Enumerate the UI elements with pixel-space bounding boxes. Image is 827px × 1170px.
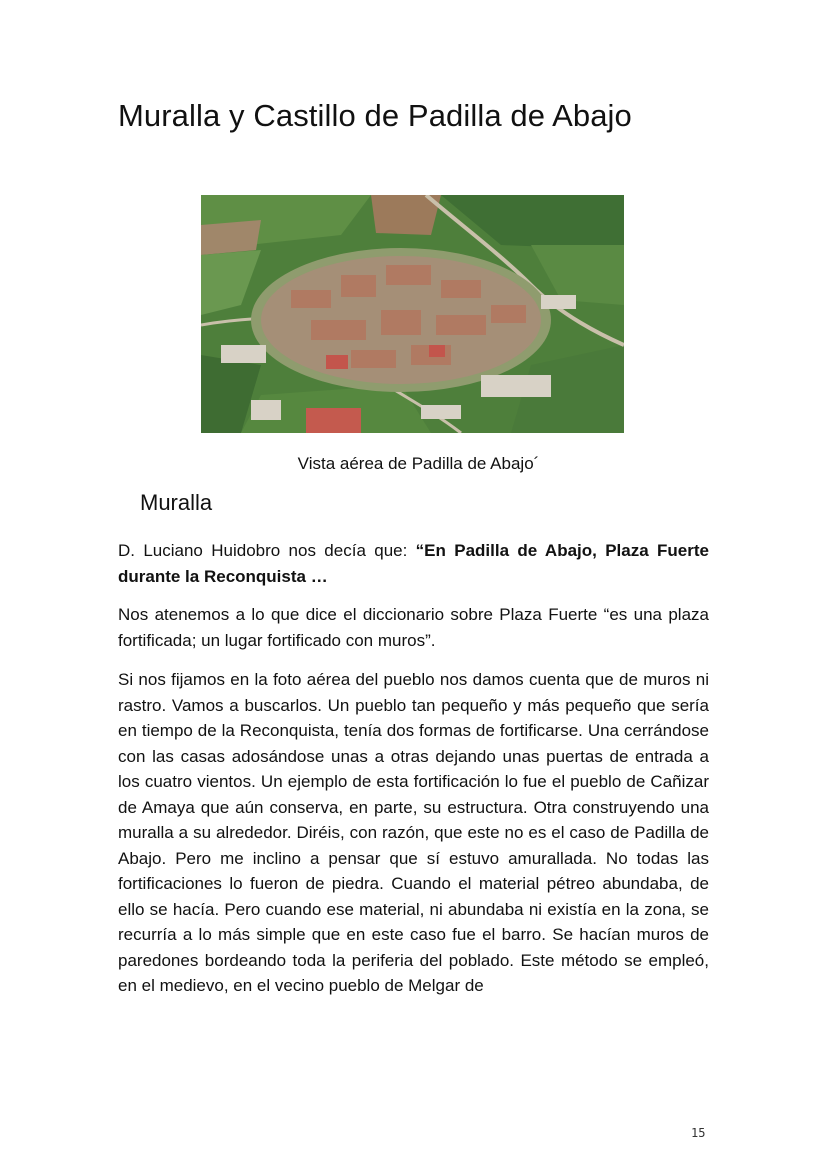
paragraph-1-quote: “En Padilla de Abajo, Plaza Fuerte durante la Reconquista …: [118, 541, 709, 586]
page-title: Muralla y Castillo de Padilla de Abajo: [118, 98, 632, 133]
paragraph-1: [118, 538, 709, 589]
page-number: 15: [691, 1126, 706, 1140]
aerial-village-photo: [201, 195, 624, 433]
figure-caption: Vista aérea de Padilla de Abajo´: [297, 454, 540, 473]
paragraph-3: Si nos fijamos en la foto aérea del pueblo nos damos cuenta que de muros ni rastro. Vamos a buscarlos. Un pueblo tan pequeño y más pequeño que sería en tiempo de la Reconquista, tenía dos formas de fortificarse. Una cerrándose con las casas adosándose unas a otras dejando unas puertas de entrada a los cuatro vientos. Un ejemplo de esta fortificación lo fue el pueblo de Cañizar de Amaya que aún conserva, en parte, su estructura. Otra construyendo una muralla a su alrededor. Diréis, con razón, que este no es el caso de Padilla de Abajo. Pero me inclino a pensar que sí estuvo amurallada. No todas las fortificaciones lo fueron de piedra. Cuando el material pétreo abundaba, de ello se hacía. Pero cuando ese material, ni abundaba ni existía en la zona, se recurría a lo más simple que en este caso fue el barro. Se hacían muros de paredones bordeando toda la periferia del poblado. Este método se empleó, en el medievo, en el vecino pueblo de Melgar de: [118, 670, 709, 995]
paragraph-1-lead: D. Luciano Huidobro nos decía que:: [118, 541, 416, 560]
paragraph-2: Nos atenemos a lo que dice el diccionario sobre Plaza Fuerte “es una plaza fortificada; un lugar fortificado con muros”.: [118, 605, 709, 650]
section-heading: Muralla: [140, 490, 213, 515]
